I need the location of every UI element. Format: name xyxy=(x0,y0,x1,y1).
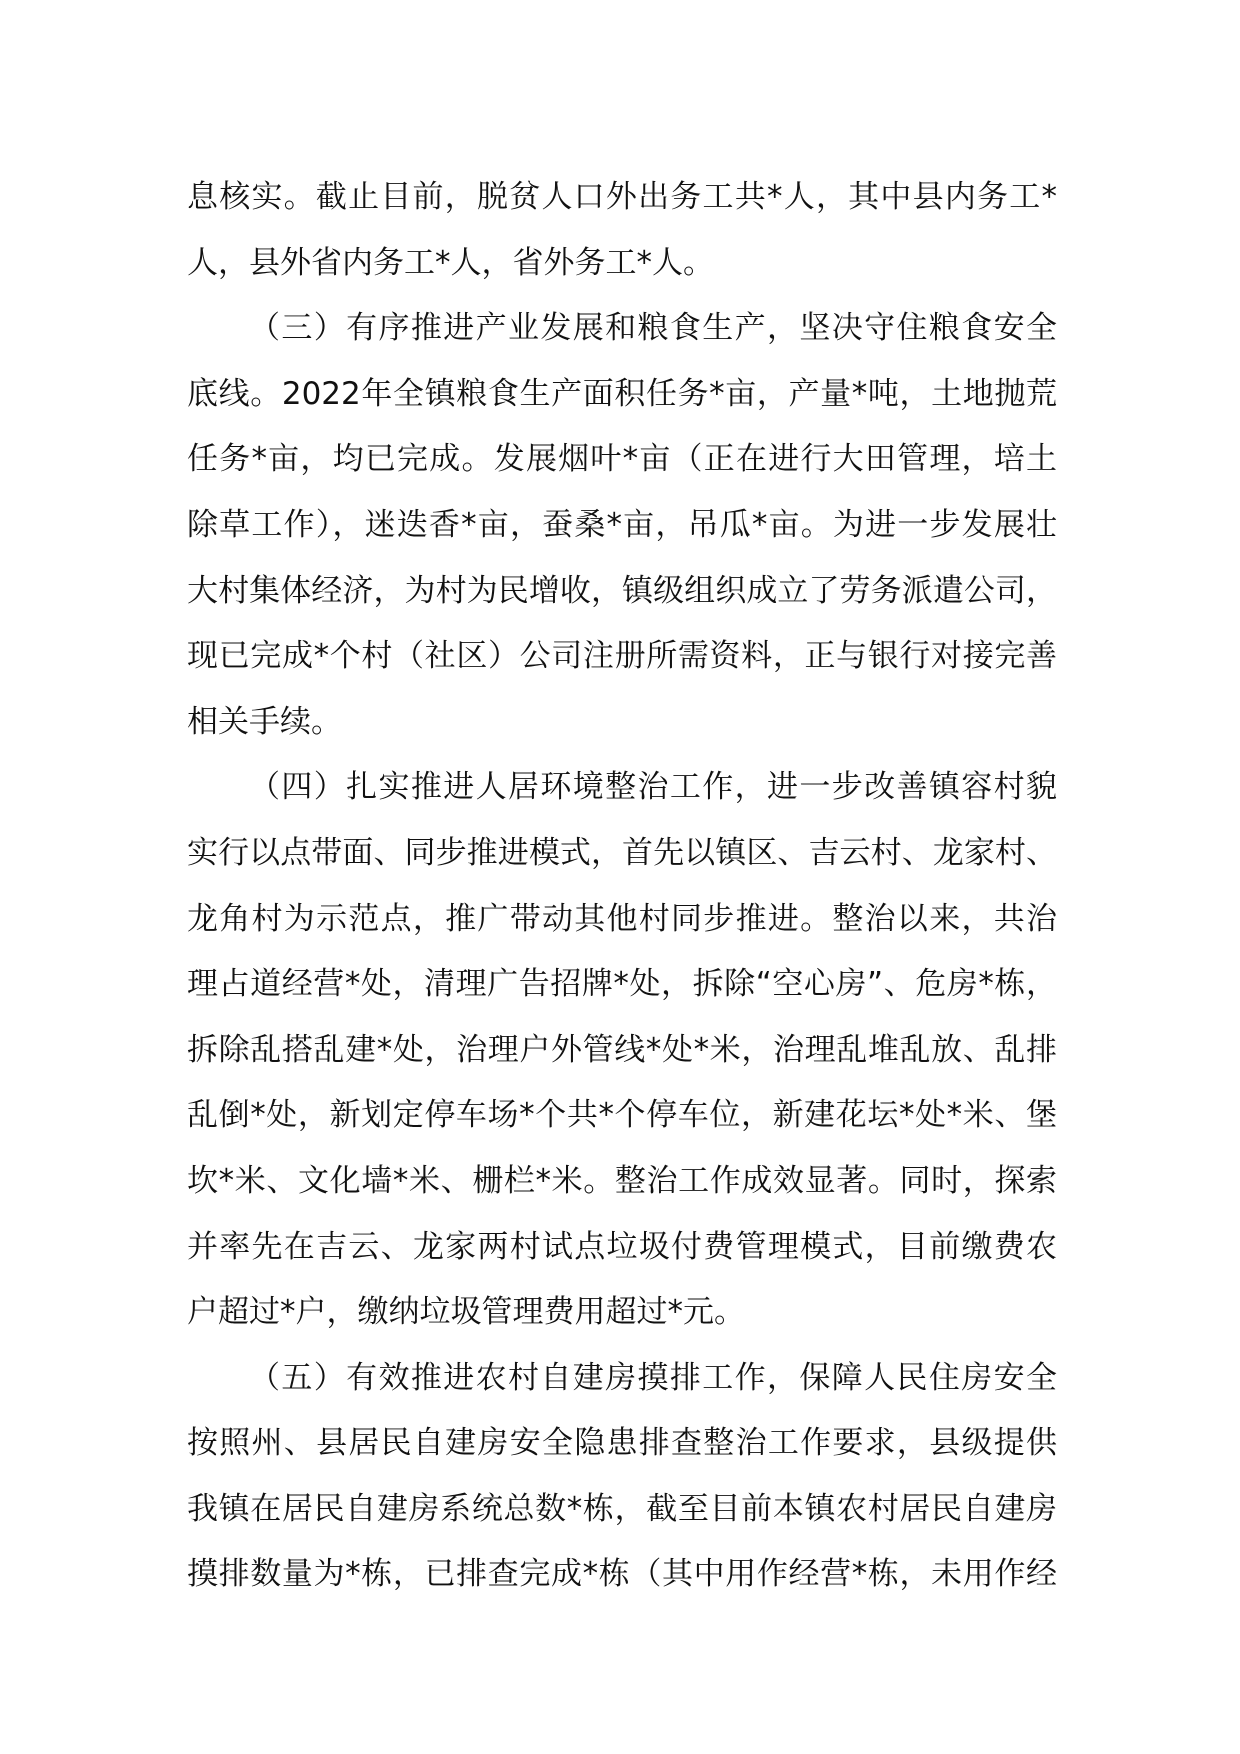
text-line: （四）扎实推进人居环境整治工作，进一步改善镇容村貌 xyxy=(249,769,1057,806)
text-line: 人，县外省内务工*人，省外务工*人。 xyxy=(187,244,714,281)
text-line: 坎*米、文化墙*米、栅栏*米。整治工作成效显著。同时，探索 xyxy=(187,1162,1057,1199)
text-line: 摸排数量为*栋，已排查完成*栋（其中用作经营*栋，未用作经 xyxy=(187,1556,1057,1593)
text-line: 理占道经营*处，清理广告招牌*处，拆除“空心房”、危房*栋， xyxy=(187,966,1057,1003)
paragraph-continued xyxy=(187,165,1057,296)
text-line: 乱倒*处，新划定停车场*个共*个停车位，新建花坛*处*米、堡 xyxy=(187,1097,1057,1134)
paragraph-section-3 xyxy=(187,296,1057,755)
text-line: （五）有效推进农村自建房摸排工作，保障人民住房安全 xyxy=(249,1359,1057,1396)
document-body xyxy=(187,165,1057,1608)
text-line: 并率先在吉云、龙家两村试点垃圾付费管理模式，目前缴费农 xyxy=(187,1228,1057,1265)
text-line: 除草工作），迷迭香*亩，蚕桑*亩，吊瓜*亩。为进一步发展壮 xyxy=(187,506,1057,543)
text-line: 任务*亩，均已完成。发展烟叶*亩（正在进行大田管理，培土 xyxy=(187,441,1057,478)
text-line: （三）有序推进产业发展和粮食生产，坚决守住粮食安全 xyxy=(249,310,1057,347)
text-line: 息核实。截止目前，脱贫人口外出务工共*人，其中县内务工* xyxy=(187,179,1057,215)
text-line: 相关手续。 xyxy=(187,703,342,740)
text-line: 按照州、县居民自建房安全隐患排查整治工作要求，县级提供 xyxy=(187,1425,1057,1462)
text-line: 实行以点带面、同步推进模式，首先以镇区、吉云村、龙家村、 xyxy=(187,834,1057,871)
text-line: 拆除乱搭乱建*处，治理户外管线*处*米，治理乱堆乱放、乱排 xyxy=(187,1031,1057,1068)
text-line: 底线。2022年全镇粮食生产面积任务*亩，产量*吨，土地抛荒 xyxy=(187,375,1057,412)
text-line: 我镇在居民自建房系统总数*栋，截至目前本镇农村居民自建房 xyxy=(187,1490,1057,1527)
text-line: 大村集体经济，为村为民增收，镇级组织成立了劳务派遣公司， xyxy=(187,572,1057,609)
text-line: 现已完成*个村（社区）公司注册所需资料，正与银行对接完善 xyxy=(187,638,1057,675)
text-line: 户超过*户，缴纳垃圾管理费用超过*元。 xyxy=(187,1294,745,1331)
text-line: 龙角村为示范点，推广带动其他村同步推进。整治以来，共治 xyxy=(187,900,1057,937)
paragraph-section-5 xyxy=(187,1346,1057,1608)
paragraph-section-4 xyxy=(187,755,1057,1345)
